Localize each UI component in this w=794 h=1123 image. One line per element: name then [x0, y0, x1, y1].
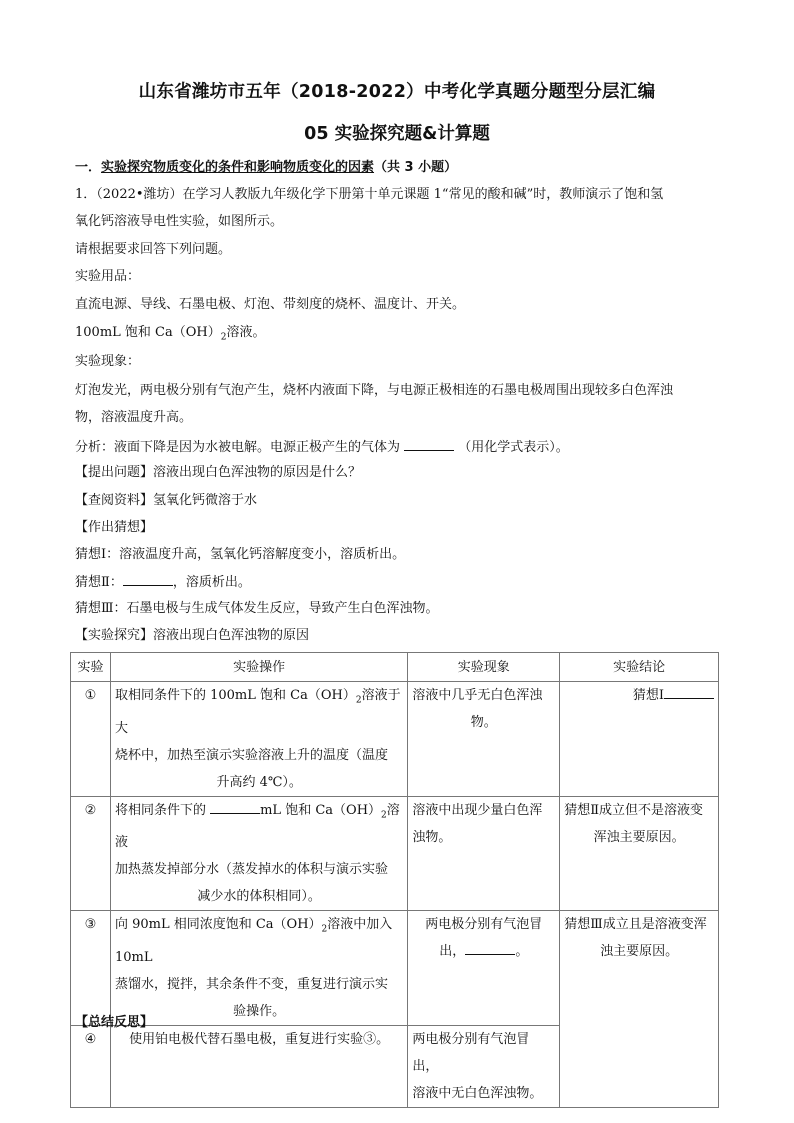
table-header-row: [71, 653, 719, 682]
supplies-label: 实验用品：: [75, 269, 141, 284]
operation-cell: 向 90mL 相同浓度饱和 $Ca(OH)_2$溶液中加入 10mL 蒸馏水，搅拌，其余条件不变，重复进行演示实 验操作。: [110, 911, 407, 1026]
question-stem-line-2: 氧化钙溶液导电性实验，如图所示。: [75, 214, 284, 229]
section-count: （共 3 小题）: [374, 160, 458, 175]
explore-heading: 【实验探究】溶液出现白色浑浊物的原因: [75, 628, 310, 643]
operation-cell: 将相同条件下的 mL 饱和 $Ca(OH)_2$溶液 加热蒸发掉部分水（蒸发掉水的体积与演示实验 减少水的体积相同）。: [110, 796, 407, 911]
question-stem-line-1: 1．（2022•潍坊）在学习人教版九年级化学下册第十单元课题 1“常见的酸和碱”时，教师演示了饱和氢: [75, 187, 664, 202]
phenomena-label: 实验现象：: [75, 354, 141, 369]
hypothesis-2: 猜想Ⅱ： ，溶质析出。: [75, 571, 251, 593]
table-header: 实验操作: [110, 653, 407, 682]
document-title: 山东省潍坊市五年（2018-2022）中考化学真题分题型分层汇编: [138, 82, 656, 102]
row-number: ②: [71, 796, 111, 911]
observation-cell: 溶液中几乎无白色浑浊 物。: [408, 682, 560, 797]
answer-blank-conclusion[interactable]: [664, 684, 714, 699]
section-number: 一．: [75, 160, 102, 175]
table-row: [71, 911, 719, 1026]
conclusion-cell: 猜想Ⅰ: [560, 682, 719, 797]
table-header: 实验: [71, 653, 111, 682]
document-subtitle: 05 实验探究题&计算题: [304, 124, 490, 144]
observation-cell: 溶液中出现少量白色浑 浊物。: [408, 796, 560, 911]
conclusion-cell: 猜想Ⅲ成立且是溶液变浑 浊主要原因。: [560, 911, 719, 1108]
answer-blank-hypothesis[interactable]: [123, 571, 173, 586]
phenomena-line-1: 灯泡发光，两电极分别有气泡产生，烧杯内液面下降，与电源正极相连的石墨电极周围出现较多白色浑浊: [75, 383, 674, 398]
row-number: ③: [71, 911, 111, 1026]
summary-heading: 【总结反思】: [75, 1015, 154, 1030]
question-prompt: 请根据要求回答下列问题。: [75, 242, 232, 257]
conclusion-cell: 猜想Ⅱ成立但不是溶液变 浑浊主要原因。: [560, 796, 719, 911]
operation-cell: 使用铂电极代替石墨电极，重复进行实验③。: [110, 1025, 407, 1107]
section-heading: [75, 158, 457, 178]
answer-blank-volume[interactable]: [210, 799, 260, 814]
solution-text: 100mL 饱和 $Ca(OH)_2$溶液。: [75, 325, 266, 343]
phenomena-line-2: 物，溶液温度升高。: [75, 410, 193, 425]
experiment-table: [70, 652, 719, 1108]
row-number: ④: [71, 1025, 111, 1107]
hypothesis-3: 猜想Ⅲ：石墨电极与生成气体发生反应，导致产生白色浑浊物。: [75, 601, 439, 616]
table-header: 实验现象: [408, 653, 560, 682]
ask-question: 【提出问题】溶液出现白色浑浊物的原因是什么？: [75, 465, 362, 480]
observation-cell: 两电极分别有气泡冒 出， 。: [408, 911, 560, 1026]
hypothesis-label: 【作出猜想】: [75, 520, 154, 535]
table-header: 实验结论: [560, 653, 719, 682]
table-row: [71, 796, 719, 911]
section-heading-text: 实验探究物质变化的条件和影响物质变化的因素: [101, 160, 375, 175]
reference: 【查阅资料】氢氧化钙微溶于水: [75, 493, 258, 508]
row-number: ①: [71, 682, 111, 797]
operation-cell: 取相同条件下的 100mL 饱和 $Ca(OH)_2$溶液于大 烧杯中，加热至演示实验溶液上升的温度（温度 升高约 4℃）。: [110, 682, 407, 797]
table-row: [71, 682, 719, 797]
observation-cell: 两电极分别有气泡冒出， 溶液中无白色浑浊物。: [408, 1025, 560, 1107]
answer-blank-gas[interactable]: [404, 436, 454, 451]
supplies-text: 直流电源、导线、石墨电极、灯泡、带刻度的烧杯、温度计、开关。: [75, 297, 466, 312]
answer-blank-observation[interactable]: [465, 940, 515, 955]
hypothesis-1: 猜想Ⅰ：溶液温度升高，氢氧化钙溶解度变小，溶质析出。: [75, 547, 406, 562]
analysis-text: 分析：液面下降是因为水被电解。电源正极产生的气体为 （用化学式表示）。: [75, 436, 569, 458]
